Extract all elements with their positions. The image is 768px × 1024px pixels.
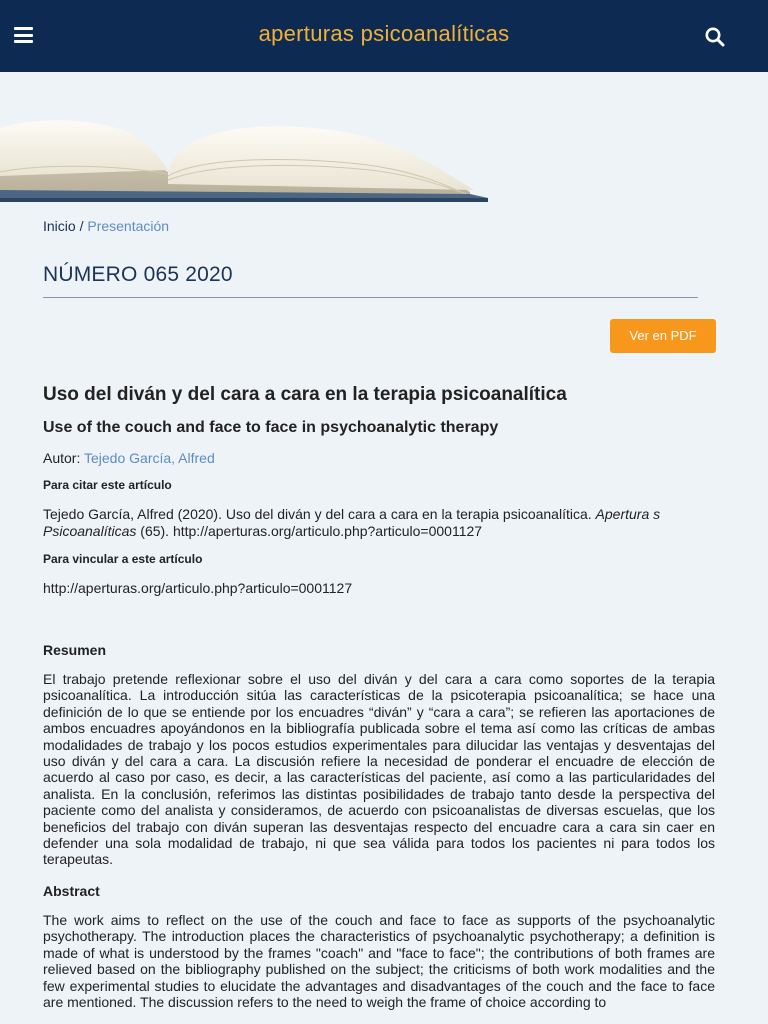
article-title: Uso del diván y del cara a cara en la terapia psicoanalítica — [43, 384, 567, 405]
resumen-heading: Resumen — [43, 642, 107, 658]
citation-suffix: (65). http://aperturas.org/articulo.php?articulo=0001127 — [140, 522, 483, 539]
view-pdf-button[interactable]: Ver en PDF — [610, 319, 716, 353]
citation-journal: Apertura s Psicoanalíticas — [43, 506, 661, 539]
cite-heading: Para citar este artículo — [43, 478, 172, 492]
author-line — [43, 450, 215, 466]
citation-prefix: Tejedo García, Alfred (2020). Uso del diván y del cara a cara en la terapia psicoanalítica. — [43, 506, 592, 522]
breadcrumb — [43, 218, 169, 234]
article-subtitle: Use of the couch and face to face in psychoanalytic therapy — [43, 419, 499, 436]
search-icon[interactable] — [704, 26, 726, 48]
banner-image — [0, 72, 768, 202]
breadcrumb-home-link[interactable]: Inicio — [43, 218, 76, 234]
breadcrumb-separator: / — [79, 218, 84, 234]
article-url[interactable]: http://aperturas.org/articulo.php?articulo=0001127 — [43, 580, 353, 596]
author-link[interactable]: Tejedo García, Alfred — [84, 450, 215, 466]
top-navbar — [0, 0, 768, 72]
link-heading: Para vincular a este artículo — [43, 552, 203, 566]
open-book-illustration — [0, 72, 768, 202]
abstract-text: The work aims to reflect on the use of the couch and face to face as supports of the psychoanalytic psychotherapy. The introduction places the characteristics of psychoanalytic psychotherapy; a definition is made of what is understood by the frames "coach" and "face to face"; the contributions of both frames are relieved based on the bibliography published on the subject; the criticisms of both work modalities and the few experimental studies to elucidate the advantages and disadvantages of the couch and the face to face are mentioned. The discussion refers to the need to weigh the frame of choice according to — [43, 912, 715, 1011]
site-title[interactable]: aperturas psicoanalíticas — [258, 21, 510, 46]
breadcrumb-current[interactable]: Presentación — [87, 218, 170, 234]
citation-text — [43, 506, 715, 539]
abstract-heading: Abstract — [43, 883, 100, 899]
issue-title: NÚMERO 065 2020 — [43, 263, 233, 286]
divider — [43, 297, 698, 298]
author-label: Autor: — [43, 450, 81, 466]
resumen-text: El trabajo pretende reflexionar sobre el uso del diván y del cara a cara como soportes de la terapia psicoanalítica. La introducción sitúa las características de la psicoterapia psicoanalítica; se hace una definición de lo que se entiende por los encuadres “diván” y “cara a cara”; se refieren las aportaciones de ambos encuadres apoyándonos en la bibliografía publicada sobre el tema así como las críticas de ambas modalidades de trabajo y los pocos estudios experimentales para dilucidar las ventajas y desventajas del uso diván y del cara a cara. La discusión refiere la necesidad de ponderar el encuadre de elección de acuerdo al caso por caso, es decir, a las características del paciente, así como a las particularidades del analista. En la conclusión, referimos las distintas posibilidades de trabajo tanto desde la perspectiva del paciente como del analista y consideramos, de acuerdo con psicoanalistas de diversas escuelas, que los beneficios del trabajo con diván superan las desventajas respecto del encuadre cara a cara sin caer en defender una sola modalidad de trabajo, ni que sea válida para todos los pacientes ni para todos los terapeutas. — [43, 671, 715, 868]
